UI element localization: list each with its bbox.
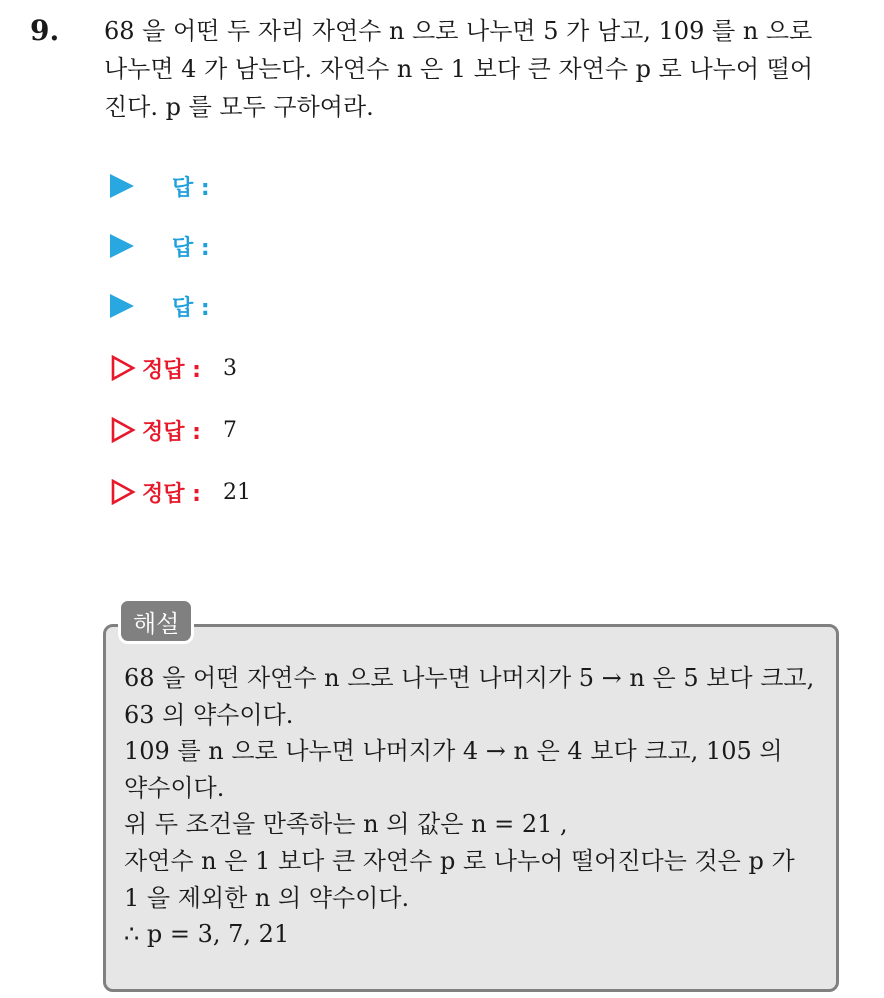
- explanation-text: [124, 660, 834, 953]
- correct-answer-label: 정답 :: [142, 419, 201, 445]
- correct-answer-label: 정답 :: [142, 481, 201, 507]
- answer-row: [110, 226, 210, 266]
- answer-row: [110, 286, 210, 326]
- outline-triangle-icon: [110, 479, 136, 505]
- explanation-line: 위 두 조건을 만족하는 n 의 값은 n = 21 ,: [124, 810, 568, 839]
- answer-label: 답 :: [172, 235, 210, 261]
- play-arrow-icon: [110, 174, 134, 198]
- question-number: 9.: [30, 14, 60, 47]
- answer-label: 답 :: [172, 175, 210, 201]
- correct-answer-value: 3: [222, 355, 237, 381]
- explanation-tab: 해설: [118, 598, 194, 644]
- explanation-line: 약수이다.: [124, 773, 225, 802]
- outline-triangle-icon: [110, 355, 136, 381]
- play-arrow-icon: [110, 234, 134, 258]
- explanation-line: 109 를 n 으로 나누면 나머지가 4 → n 은 4 보다 크고, 105 의: [124, 737, 783, 766]
- question-line: 나누면 4 가 남는다. 자연수 n 은 1 보다 큰 자연수 p 로 나누어 떨어: [104, 55, 814, 83]
- correct-answer-row: [110, 410, 237, 450]
- correct-answer-value: 21: [222, 479, 251, 505]
- explanation-line: 1 을 제외한 n 의 약수이다.: [124, 883, 410, 912]
- explanation-line: 자연수 n 은 1 보다 큰 자연수 p 로 나누어 떨어진다는 것은 p 가: [124, 846, 795, 875]
- outline-triangle-icon: [110, 417, 136, 443]
- correct-answer-row: [110, 348, 237, 388]
- play-arrow-icon: [110, 294, 134, 318]
- answer-label: 답 :: [172, 295, 210, 321]
- explanation-line: 68 을 어떤 자연수 n 으로 나누면 나머지가 5 → n 은 5 보다 크고,: [124, 664, 815, 692]
- question-line: 진다. p 를 모두 구하여라.: [104, 93, 374, 121]
- answer-row: [110, 166, 210, 206]
- explanation-line: ∴ p = 3, 7, 21: [124, 920, 290, 949]
- question-line: 68 을 어떤 두 자리 자연수 n 으로 나누면 5 가 남고, 109 를 n 으로: [104, 17, 813, 45]
- explanation-line: 63 의 약수이다.: [124, 700, 294, 729]
- correct-answer-value: 7: [222, 417, 237, 443]
- correct-answer-row: [110, 472, 251, 512]
- question-text: [104, 12, 864, 126]
- correct-answer-label: 정답 :: [142, 357, 201, 383]
